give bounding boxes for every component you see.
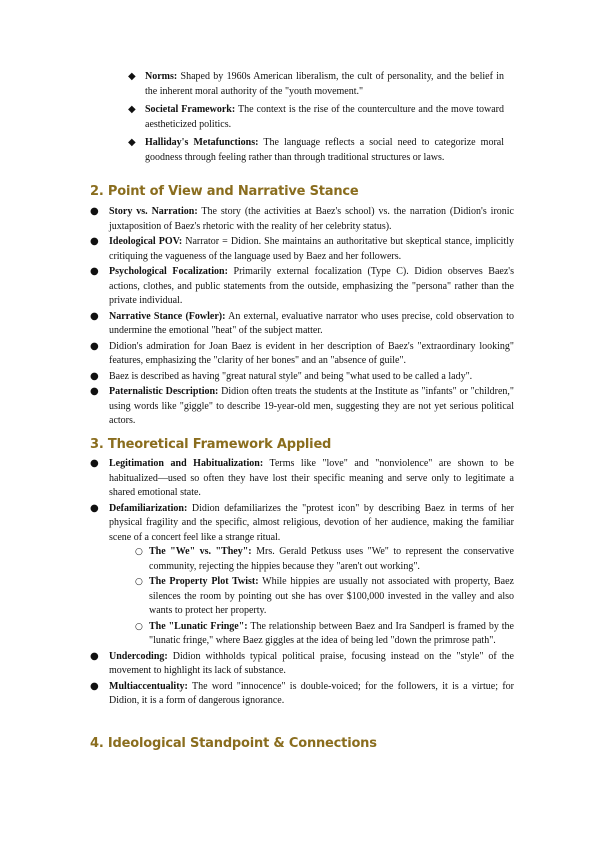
bullet-icon: ●: [90, 206, 99, 217]
bullet-icon: ●: [90, 370, 99, 382]
list-item: [90, 457, 514, 501]
list-item: [128, 103, 504, 132]
list-item: [90, 650, 514, 679]
item-term: Legitimation and Habitualization:: [109, 458, 264, 469]
bullet-icon: ●: [90, 458, 99, 469]
item-text: Didion defamiliarizes the "protest icon" by describing Baez in terms of her physical fragility and the specific, almost religious, devotion of her audience, making the familiar scene of a concert feel like a strange ritual.: [109, 502, 514, 543]
bullet-icon: ●: [90, 386, 99, 397]
circle-bullet-icon: ○: [135, 577, 143, 587]
list-item: [90, 310, 514, 339]
item-text: An external, evaluative narrator who uses precise, cold observation to undermine the emotional "heat" of the subject matter.: [109, 310, 515, 336]
diamond-bullet-icon: ◆: [128, 71, 136, 82]
item-term: Psychological Focalization:: [109, 266, 228, 277]
bullet-icon: ●: [90, 310, 99, 322]
sub-list: [135, 545, 514, 649]
item-text: While hippies are usually not associated with property, Baez silences the room by pointing out she has over $100,000 invested in the valley and also wants to protect her property.: [149, 576, 514, 616]
sub-list-item: [135, 620, 514, 649]
list-item: [90, 502, 514, 649]
diamond-bullet-icon: ◆: [128, 104, 136, 115]
section3-list: [90, 457, 514, 710]
list-item: [90, 385, 514, 429]
item-term: Multiaccentuality:: [109, 680, 188, 692]
diamond-bullet-icon: ◆: [128, 137, 136, 148]
circle-bullet-icon: ○: [135, 547, 143, 557]
bullet-icon: ●: [90, 680, 99, 692]
list-item: [128, 136, 504, 165]
item-text: The language reflects a social need to categorize moral goodness through feeling rather than through traditional structures or laws.: [145, 137, 504, 163]
item-term: Halliday's Metafunctions:: [145, 137, 259, 148]
item-text: Terms like "love" and "nonviolence" are shown to be habitualized—used so often they have lost their specific meaning and serve only to legitimate a shared emotional state.: [109, 458, 514, 498]
list-item: [90, 265, 514, 309]
list-item: [90, 340, 514, 369]
item-term: Societal Framework:: [145, 104, 236, 115]
item-term: The Property Plot Twist:: [149, 576, 259, 587]
item-term: Undercoding:: [109, 650, 168, 662]
item-term: Norms:: [145, 71, 178, 82]
bullet-icon: ●: [90, 650, 99, 662]
item-text: Didion often treats the students at the Institute as "infants" or "children," using words like "giggle" to describe 19-year-old men, suggesting they are not yet serious political actors.: [109, 386, 514, 426]
section2-list: [90, 205, 514, 430]
section3-heading: 3. Theoretical Framework Applied: [90, 437, 332, 452]
item-text: The relationship between Baez and Ira Sandperl is framed by the "lunatic fringe," where Baez giggles at the idea of being led "down the primrose path".: [149, 620, 514, 646]
item-text: The word "innocence" is double-voiced; for the followers, it is a virtue; for Didion, it is a form of dangerous ignorance.: [109, 680, 514, 706]
list-item: [128, 70, 504, 99]
sub-list-item: [135, 575, 514, 619]
item-text: Mrs. Gerald Petkuss uses "We" to represent the conservative community, rejecting the hippies because they "aren't out working".: [149, 546, 514, 572]
item-text: Baez is described as having "great natural style" and being "what used to be called a lady".: [109, 370, 473, 382]
section1-list: [128, 70, 504, 169]
list-item: [90, 370, 514, 385]
list-item: [90, 680, 514, 709]
section2-heading: 2. Point of View and Narrative Stance: [90, 184, 359, 199]
item-term: The "Lunatic Fringe":: [149, 620, 248, 632]
bullet-icon: ●: [90, 266, 99, 277]
bullet-icon: ●: [90, 340, 99, 352]
item-term: Narrative Stance (Fowler):: [109, 310, 226, 322]
section4-heading: 4. Ideological Standpoint & Connections: [90, 736, 377, 751]
circle-bullet-icon: ○: [135, 621, 143, 632]
list-item: [90, 205, 514, 234]
item-term: The "We" vs. "They":: [149, 546, 252, 557]
bullet-icon: ●: [90, 502, 99, 514]
item-text: The story (the activities at Baez's school) vs. the narration (Didion's ironic juxtaposition of Baez's rhetoric with the reality of her celebrity status).: [109, 206, 514, 232]
item-text: The context is the rise of the counterculture and the move toward aestheticized politics.: [145, 104, 505, 130]
item-term: Ideological POV:: [109, 236, 183, 247]
bullet-icon: ●: [90, 236, 99, 247]
item-term: Defamiliarization:: [109, 502, 188, 514]
item-text: Narrator = Didion. She maintains an authoritative but skeptical stance, implicitly critiquing the vagueness of the language used by Baez and her followers.: [109, 236, 514, 262]
sub-list-item: [135, 545, 514, 574]
item-text: Primarily external focalization (Type C). Didion observes Baez's actions, clothes, and public statements from the outside, emphasizing the "persona" rather than the private individual.: [109, 266, 514, 306]
item-text: Didion withholds typical political praise, focusing instead on the "style" of the movement to highlight its lack of substance.: [109, 650, 514, 676]
item-term: Story vs. Narration:: [109, 206, 198, 217]
list-item: [90, 235, 514, 264]
item-text: Shaped by 1960s American liberalism, the cult of personality, and the belief in the inherent moral authority of the "youth movement.": [145, 71, 504, 97]
item-text: Didion's admiration for Joan Baez is evident in her description of Baez's "extraordinary looking" features, emphasizing the "clarity of her bones" and an "absence of guile".: [109, 340, 514, 366]
item-term: Paternalistic Description:: [109, 386, 219, 397]
